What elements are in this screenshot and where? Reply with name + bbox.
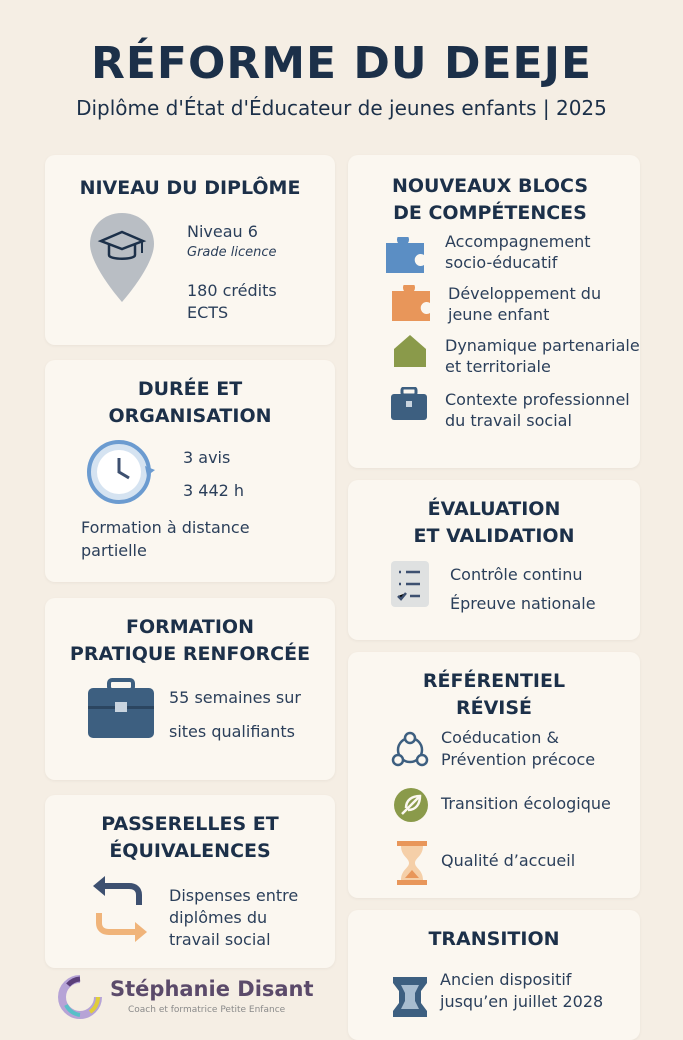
leaf-icon	[392, 786, 430, 824]
niveau-ects: ECTS	[187, 303, 229, 322]
evaluation-item-1: Contrôle continu	[450, 565, 583, 584]
card-title-line2: RÉVISÉ	[455, 697, 533, 719]
card-title-line1: NOUVEAUX BLOCS	[391, 175, 589, 197]
hourglass-dark-icon	[392, 976, 428, 1018]
puzzle-piece-orange-icon	[390, 285, 434, 323]
passerelles-line1: Dispenses entre	[169, 886, 299, 905]
passerelles-line3: travail social	[169, 930, 271, 949]
passerelles-line2: diplômes du	[169, 908, 268, 927]
bloc-item-2-line2: jeune enfant	[448, 305, 550, 324]
logo-tagline: Coach et formatrice Petite Enfance	[128, 1005, 286, 1015]
card-title: NIVEAU DU DIPLÔME	[79, 177, 301, 199]
page-title: RÉFORME DU DEEJE	[90, 38, 593, 89]
bloc-item-4-line1: Contexte professionnel	[445, 390, 630, 409]
bloc-item-3-line2: et territoriale	[445, 357, 551, 376]
bloc-item-1-line1: Accompagnement	[445, 232, 591, 251]
card-niveau	[45, 155, 335, 345]
card-title-line2: DE COMPÉTENCES	[393, 202, 587, 224]
card-passerelles	[45, 795, 335, 968]
duree-avis: 3 avis	[183, 448, 231, 467]
clock-icon	[85, 438, 157, 506]
card-title-line2: ORGANISATION	[108, 405, 272, 427]
transition-line2: jusqu’en juillet 2028	[440, 992, 604, 1011]
card-evaluation	[348, 480, 640, 640]
transition-line1: Ancien dispositif	[440, 970, 572, 989]
card-blocs	[348, 155, 640, 468]
card-title-line1: RÉFÉRENTIEL	[422, 670, 566, 692]
niveau-grade: Grade licence	[187, 245, 277, 260]
referentiel-item-1-line2: Prévention précoce	[441, 750, 596, 769]
card-title-line2: ET VALIDATION	[413, 525, 575, 547]
bloc-item-1-line2: socio-éducatif	[445, 253, 558, 272]
page-subtitle: Diplôme d'État d'Éducateur de jeunes enfants | 2025	[76, 96, 607, 120]
duree-distance-line1: Formation à distance	[81, 518, 250, 537]
checklist-icon	[390, 560, 430, 608]
pratique-line2: sites qualifiants	[169, 722, 295, 741]
referentiel-item-2: Transition écologique	[441, 794, 611, 813]
bloc-item-2-line1: Développement du	[448, 284, 602, 303]
card-transition	[348, 910, 640, 1040]
puzzle-piece-blue-icon	[384, 237, 428, 275]
duree-hours: 3 442 h	[183, 481, 245, 500]
card-title-line1: FORMATION	[126, 616, 254, 638]
referentiel-item-1-line1: Coéducation &	[441, 728, 559, 747]
card-referentiel	[348, 652, 640, 898]
card-title-line1: DURÉE ET	[137, 378, 243, 400]
people-network-icon	[390, 730, 430, 770]
logo-name: Stéphanie Disant	[110, 977, 314, 1001]
card-title-line1: PASSERELLES ET	[101, 813, 279, 835]
niveau-level: Niveau 6	[187, 222, 258, 241]
hourglass-icon	[396, 840, 428, 886]
pratique-line1: 55 semaines sur	[169, 688, 301, 707]
card-pratique	[45, 598, 335, 780]
exchange-arrows-icon	[91, 875, 149, 945]
card-title-line1: ÉVALUATION	[427, 498, 561, 520]
bloc-item-4-line2: du travail social	[445, 411, 572, 430]
briefcase-icon	[87, 678, 155, 740]
brand-logo	[58, 975, 318, 1019]
evaluation-item-2: Épreuve nationale	[450, 594, 596, 613]
briefcase-small-icon	[390, 387, 428, 421]
graduation-cap-pin-icon	[87, 211, 157, 306]
card-title-line2: PRATIQUE RENFORCÉE	[69, 643, 311, 665]
logo-swirl-icon	[58, 975, 102, 1019]
duree-distance-line2: partielle	[81, 541, 147, 560]
referentiel-item-3: Qualité d’accueil	[441, 851, 576, 870]
niveau-credits: 180 crédits	[187, 281, 277, 300]
card-title: TRANSITION	[428, 928, 560, 950]
card-duree	[45, 360, 335, 582]
house-icon	[392, 333, 428, 369]
card-title-line2: ÉQUIVALENCES	[109, 840, 271, 862]
bloc-item-3-line1: Dynamique partenariale	[445, 336, 640, 355]
